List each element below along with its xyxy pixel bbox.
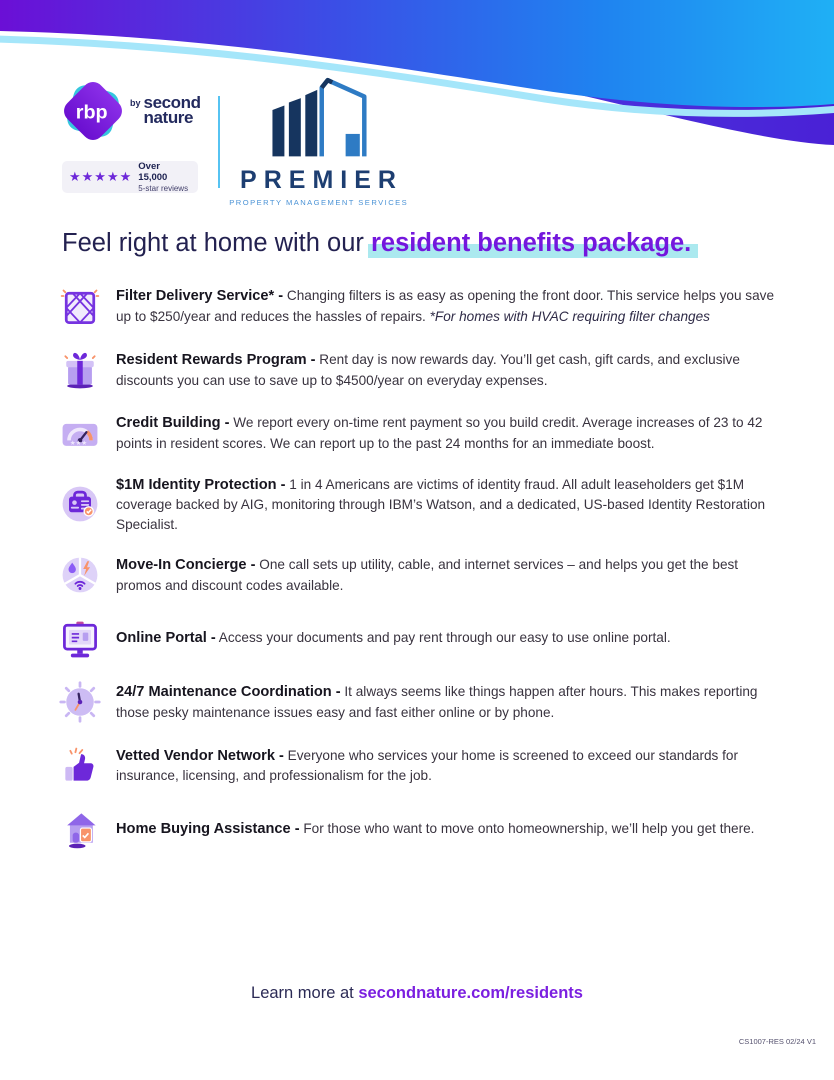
five-stars-icon: ★★★★★ — [69, 169, 133, 184]
benefit-title: Credit Building - — [116, 415, 230, 432]
benefit-note: *For homes with HVAC requiring filter changes — [429, 309, 710, 325]
footer-cta — [0, 984, 834, 1003]
utilities-wedge-icon — [58, 553, 102, 597]
benefit-title: Online Portal - — [116, 630, 216, 647]
benefit-title: Home Buying Assistance - — [116, 820, 300, 837]
benefit-vendor-network — [58, 743, 780, 788]
title-prefix: Feel right at home with our — [62, 229, 371, 257]
air-filter-icon — [58, 285, 102, 329]
premier-house-icon — [262, 68, 374, 164]
id-card-icon — [58, 482, 102, 526]
benefit-description: We report every on-time rent payment so you build credit. Average increases of 23 to 42 points in resident scores. We can report up to the past 24 months for an immediate boost. — [116, 415, 763, 452]
benefit-maintenance — [58, 680, 780, 725]
benefit-description: Everyone who services your home is screened to exceed our standards for insurance, licensing, and professionalism for the job. — [116, 747, 738, 784]
benefit-description: For those who want to move onto homeownership, we’ll help you get there. — [303, 820, 755, 836]
benefit-credit-building — [58, 411, 780, 456]
second-nature-wordmark — [130, 93, 201, 127]
benefit-online-portal — [58, 616, 780, 661]
premier-tagline: PROPERTY MANAGEMENT SERVICES — [229, 198, 409, 207]
thumbs-up-icon — [58, 744, 102, 788]
byline-by: by — [130, 98, 141, 108]
footer-prefix: Learn more at — [251, 984, 359, 1002]
benefit-description: Access your documents and pay rent through our easy to use online portal. — [218, 630, 671, 646]
svg-text:rbp: rbp — [75, 101, 108, 124]
benefit-description: Rent day is now rewards day. You’ll get cash, gift cards, and exclusive discounts you can use to save up to $4500/year on everyday expenses. — [116, 351, 740, 388]
rbp-logo — [60, 82, 210, 160]
benefit-identity-protection — [58, 475, 780, 535]
benefit-move-in-concierge — [58, 553, 780, 598]
brand-line2: nature — [143, 107, 194, 127]
benefit-title: 24/7 Maintenance Coordination - — [116, 684, 341, 701]
footer-link[interactable]: secondnature.com/residents — [358, 984, 583, 1002]
brand-line1: second — [143, 93, 201, 112]
gauge-stars-icon — [58, 412, 102, 456]
benefit-title: Move-In Concierge - — [116, 557, 256, 574]
benefits-list — [58, 284, 780, 870]
premier-name: PREMIER — [240, 166, 403, 194]
svg-text:★★★: ★★★ — [69, 438, 88, 447]
benefit-title: Filter Delivery Service* - — [116, 288, 284, 305]
benefit-resident-rewards — [58, 348, 780, 393]
reviews-label: 5-star reviews — [138, 183, 189, 193]
benefit-description: One call sets up utility, cable, and internet services – and helps you get the best promos and discount codes available. — [116, 557, 739, 593]
reviews-count: Over 15,000 — [138, 160, 168, 184]
clock-icon — [58, 680, 102, 724]
reviews-badge — [62, 161, 198, 193]
monitor-icon — [58, 617, 102, 661]
document-code: CS1007-RES 02/24 V1 — [738, 1037, 816, 1046]
benefit-description: Changing filters is as easy as opening the front door. This service helps you save up to $250/year and reduces the hassles of repairs. — [116, 288, 775, 325]
gift-icon — [58, 348, 102, 392]
benefit-filter-delivery — [58, 284, 780, 329]
benefit-description: It always seems like things happen after hours. This makes reporting those pesky maintenance issues easy and fast either online or by phone. — [116, 684, 758, 720]
benefit-title: $1M Identity Protection - — [116, 476, 286, 493]
rbp-badge-icon — [60, 78, 126, 144]
house-check-icon — [58, 807, 102, 851]
page-title — [62, 229, 691, 258]
benefit-description: 1 in 4 Americans are victims of identity fraud. All adult leaseholders get $1M coverage backed by AIG, monitoring through IBM’s Watson, and a dedicated, US-based Identity Restoration Specialist. — [116, 476, 766, 532]
benefit-title: Resident Rewards Program - — [116, 351, 316, 368]
benefit-title: Vetted Vendor Network - — [116, 747, 284, 764]
premier-logo — [228, 68, 408, 207]
title-highlight: resident benefits package. — [370, 229, 692, 257]
benefit-home-buying — [58, 807, 780, 852]
logo-divider — [218, 96, 220, 188]
